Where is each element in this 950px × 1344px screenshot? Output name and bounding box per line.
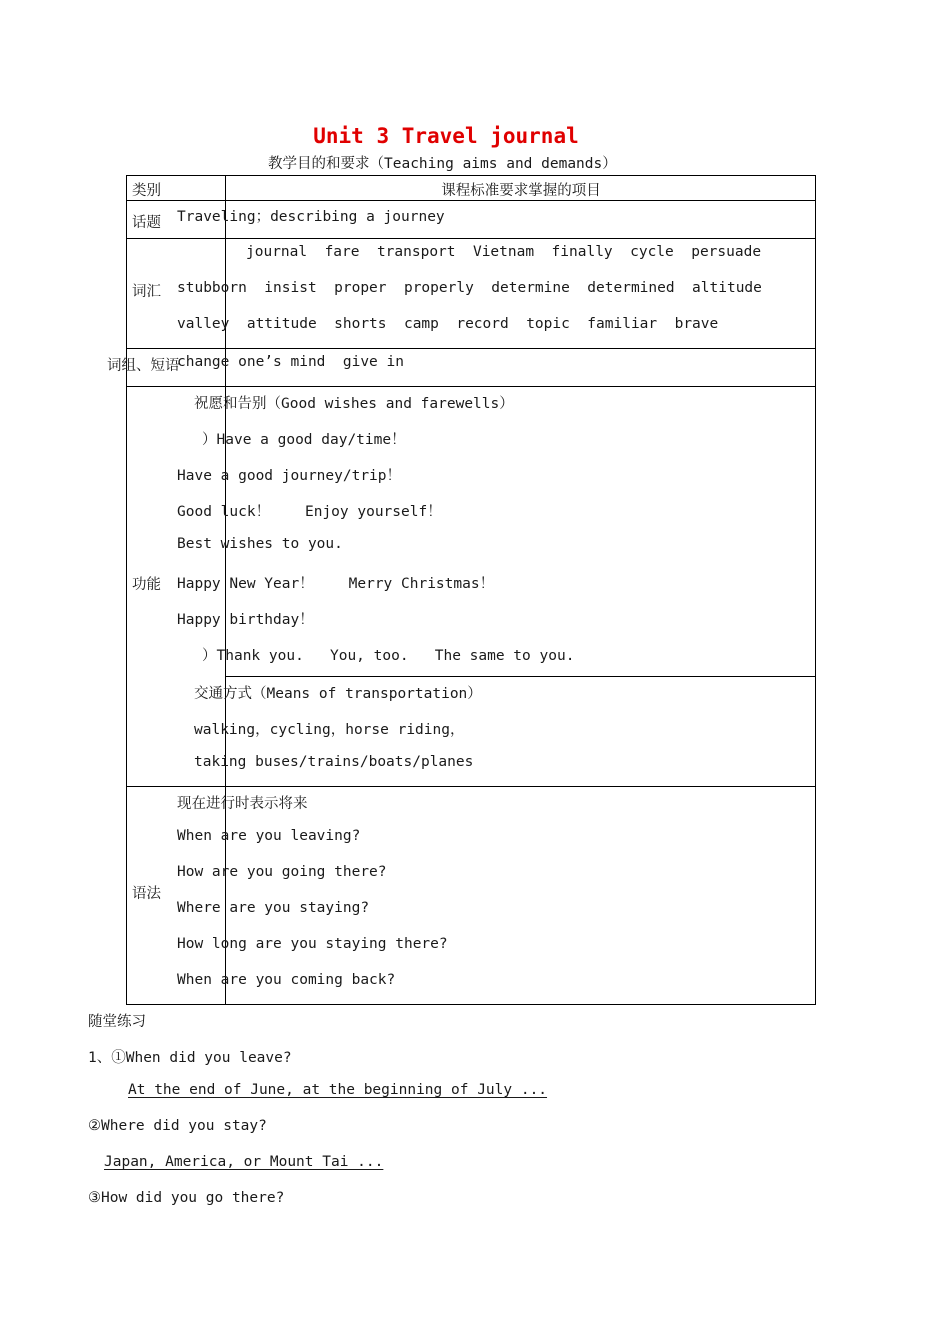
vocabulary-line-3: valley attitude shorts camp record topic familiar brave [177,316,719,332]
wish-line-6: Happy birthday！ [177,612,314,628]
page-title: Unit 3 Travel journal [313,124,579,148]
function-label: 功能 [132,577,161,593]
grammar-line-2: How are you going there? [177,864,387,880]
transport-line-2: taking buses/trains/boats/planes [194,754,474,770]
wish-line-2: Have a good journey/trip！ [177,468,402,484]
grammar-line-1: When are you leaving? [177,828,361,844]
grammar-line-3: Where are you staying? [177,900,370,916]
header-category: 类别 [132,183,161,199]
transport-heading: 交通方式（Means of transportation） [194,686,482,702]
wish-line-4: Best wishes to you. [177,536,343,552]
vocabulary-line-2: stubborn insist proper properly determine determined altitude [177,280,762,296]
question-1: 1、①When did you leave? [88,1050,292,1066]
grammar-line-4: How long are you staying there? [177,936,448,952]
answer-2: Japan, America, or Mount Tai ... [104,1154,384,1170]
wish-line-7: ）Thank you. You, too. The same to you. [202,648,575,664]
topic-label: 话题 [132,215,161,231]
wish-line-3: Good luck！ Enjoy yourself！ [177,504,442,520]
grammar-line-5: When are you coming back? [177,972,396,988]
practice-heading: 随堂练习 [88,1014,146,1030]
question-3: ③How did you go there? [88,1190,285,1206]
phrases-content: change one’s mind give in [177,354,404,370]
wish-line-5: Happy New Year！ Merry Christmas！ [177,576,495,592]
wish-line-1: ）Have a good day/time！ [202,432,406,448]
grammar-heading: 现在进行时表示将来 [177,796,308,812]
wishes-heading: 祝愿和告别（Good wishes and farewells） [194,396,514,412]
topic-content: Traveling；describing a journey [177,209,445,225]
vocabulary-line-1: journal fare transport Vietnam finally cycle persuade [246,244,762,260]
question-2: ②Where did you stay? [88,1118,267,1134]
grammar-label: 语法 [132,886,161,902]
answer-1: At the end of June, at the beginning of July ... [128,1082,548,1098]
page-subtitle: 教学目的和要求（Teaching aims and demands） [268,156,617,172]
transport-line-1: walking，cycling，horse riding， [194,722,465,738]
header-items: 课程标准要求掌握的项目 [441,183,601,199]
vocabulary-label: 词汇 [132,284,161,300]
phrases-label: 词组、短语 [107,358,180,374]
